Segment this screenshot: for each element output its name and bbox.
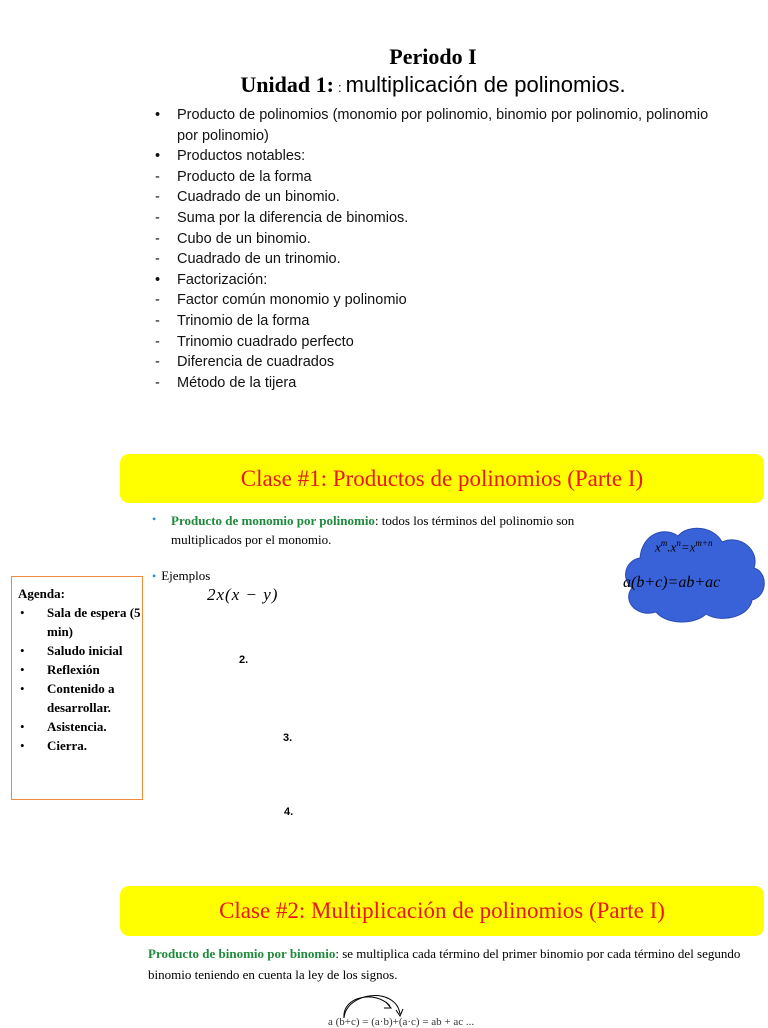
topic-item <box>155 352 715 373</box>
topic-text: Trinomio de la forma <box>177 312 310 329</box>
clase1-banner <box>120 454 764 503</box>
bullet-icon: • <box>20 681 25 696</box>
exponent-rule-formula: $x^m.x^n=x^{m+n}$ <box>655 538 713 555</box>
topic-item <box>155 167 715 188</box>
topic-text: Productos notables: <box>177 148 306 165</box>
agenda-item-text: Contenido a desarrollar. <box>47 681 115 715</box>
topic-text: Método de la tijera <box>177 374 297 391</box>
topic-item <box>155 290 715 311</box>
bullet-icon: • <box>155 107 161 123</box>
agenda-item-text: Saludo inicial <box>47 643 123 658</box>
agenda-title: Agenda: <box>18 586 65 601</box>
agenda-list <box>18 603 142 755</box>
bullet-icon: • <box>20 605 25 620</box>
agenda-item-text: Sala de espera (5 min) <box>47 605 141 639</box>
agenda-item <box>18 717 142 736</box>
example-1-expression: 2x(x − y) <box>207 585 279 604</box>
distributive-formula: a(b+c)=ab+ac <box>623 574 721 591</box>
ejemplos-label <box>152 568 210 584</box>
example-number-2: 2. <box>239 654 249 666</box>
topic-item <box>155 229 715 250</box>
cloud-shape <box>618 520 768 624</box>
topic-item <box>155 373 715 394</box>
agenda-item <box>18 641 142 660</box>
agenda-item-text: Asistencia. <box>47 719 107 734</box>
bullet-icon: • <box>152 512 157 526</box>
agenda-item <box>18 660 142 679</box>
cutoff-formula-text: a (b+c) = (a·b)+(a·c) = ab + ac ... <box>328 1016 475 1028</box>
agenda-item-text: Cierra. <box>47 738 88 753</box>
dash-marker: - <box>155 209 160 226</box>
unidad-heading <box>0 72 768 98</box>
clase1-definition <box>152 511 592 549</box>
agenda-box <box>11 576 143 800</box>
ejemplos-text: Ejemplos <box>161 568 211 583</box>
topic-text: Trinomio cuadrado perfecto <box>177 333 354 350</box>
bullet-icon: • <box>20 719 25 734</box>
example-number-4: 4. <box>284 806 294 818</box>
dash-marker: - <box>155 333 160 350</box>
dash-marker: - <box>155 312 160 329</box>
topic-item <box>155 332 715 353</box>
bullet-icon: • <box>155 271 161 288</box>
periodo-heading: Periodo I <box>389 44 477 69</box>
example-number-3: 3. <box>283 732 293 744</box>
bullet-icon: • <box>152 569 157 583</box>
topic-item <box>155 146 715 167</box>
topic-text: Factorización: <box>177 271 268 288</box>
clase2-term: Producto de binomio por binomio <box>148 946 336 961</box>
topic-text: Diferencia de cuadrados <box>177 354 335 371</box>
dash-marker: - <box>155 292 160 309</box>
clase2-banner <box>120 886 764 936</box>
topic-text: Suma por la diferencia de binomios. <box>177 209 409 226</box>
topic-item <box>155 187 715 208</box>
agenda-item-text: Reflexión <box>47 662 100 677</box>
topic-item <box>155 208 715 229</box>
topic-item <box>155 249 715 270</box>
dash-marker: - <box>155 354 160 371</box>
clase1-title: Clase #1: Productos de polinomios (Parte I) <box>240 465 644 491</box>
topic-text: Cuadrado de un binomio. <box>177 189 340 206</box>
unidad-colon: : <box>337 80 342 95</box>
topic-text: Cubo de un binomio. <box>177 230 311 247</box>
topic-text: Producto de polinomios (monomio por polinomio, binomio por polinomio, polinomio por polinomio) <box>177 107 709 144</box>
bullet-icon: • <box>155 148 161 165</box>
topic-item <box>155 270 715 291</box>
bullet-icon: • <box>20 643 25 658</box>
dash-marker: - <box>155 251 160 268</box>
topic-item <box>155 311 715 332</box>
topic-item <box>155 105 715 146</box>
agenda-item <box>18 603 142 641</box>
clase2-title: Clase #2: Multiplicación de polinomios (Parte I) <box>219 898 665 923</box>
agenda-item <box>18 679 142 717</box>
topics-list <box>155 105 715 393</box>
topic-text: Producto de la forma <box>177 168 312 185</box>
clase1-definition-text: : todos los términos del polinomio son multiplicados por el monomio. <box>171 513 575 547</box>
clase2-definition <box>148 943 758 985</box>
clase2-definition-text: : se multiplica cada término del primer binomio por cada término del segundo binomio teniendo en cuenta la ley de los signos. <box>148 946 741 982</box>
dash-marker: - <box>155 230 160 247</box>
unidad-title: multiplicación de polinomios. <box>345 72 626 97</box>
dash-marker: - <box>155 168 160 185</box>
dash-marker: - <box>155 374 160 391</box>
bullet-icon: • <box>20 662 25 677</box>
topic-text: Factor común monomio y polinomio <box>177 292 407 309</box>
clase1-term: Producto de monomio por polinomio <box>171 513 375 528</box>
dash-marker: - <box>155 189 160 206</box>
bullet-icon: • <box>20 738 25 753</box>
agenda-item <box>18 736 142 755</box>
topic-text: Cuadrado de un trinomio. <box>177 251 341 268</box>
unidad-label: Unidad 1: <box>240 72 334 97</box>
